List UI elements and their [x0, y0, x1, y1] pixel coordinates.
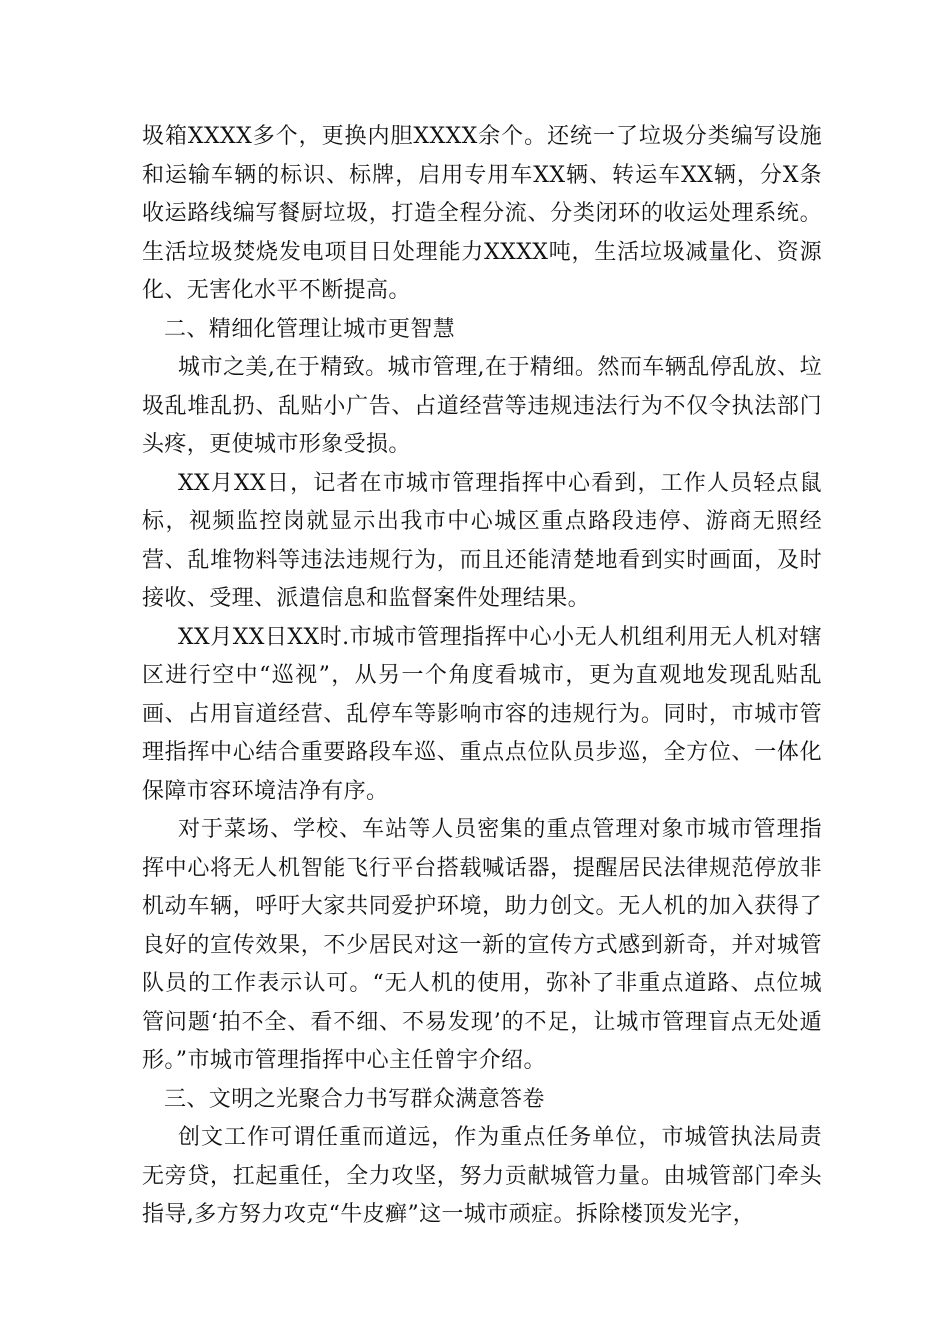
section-heading-2: 二、精细化管理让城市更智慧 — [164, 316, 456, 342]
paragraph-continuation: 圾箱XXXX多个，更换内胆XXXX余个。还统一了垃圾分类编写设施和运输车辆的标识、标牌，启用专用车XX辆、转运车XX辆，分X条收运路线编写餐厨垃圾，打造全程分流、分类闭环的收运处理系统。生活垃圾焚烧发电项目日处理能力XXXX吨，生活垃圾减量化、资源化、无害化水平不断提高。 — [142, 124, 822, 303]
paragraph: 创文工作可谓任重而道远，作为重点任务单位，市城管执法局责无旁贷，扛起重任，全力攻坚，努力贡献城管力量。由城管部门牵头指导,多方努力攻克“牛皮癣”这一城市顽症。拆除楼顶发光字， — [142, 1125, 822, 1227]
paragraph: 对于菜场、学校、车站等人员密集的重点管理对象市城市管理指挥中心将无人机智能飞行平台搭载喊话器，提醒居民法律规范停放非机动车辆，呼吁大家共同爱护环境，助力创文。无人机的加入获得了良好的宣传效果，不少居民对这一新的宣传方式感到新奇，并对城管队员的工作表示认可。“无人机的使用，弥补了非重点道路、点位城管问题‘拍不全、看不细、不易发现’的不足，让城市管理盲点无处遁形。”市城市管理指挥中心主任曾宇介绍。 — [142, 817, 822, 1073]
section-heading-3: 三、文明之光聚合力书写群众满意答卷 — [164, 1086, 545, 1112]
paragraph: XX月XX日XX时.市城市管理指挥中心小无人机组利用无人机对辖区进行空中“巡视”，从另一个角度看城市，更为直观地发现乱贴乱画、占用盲道经营、乱停车等影响市容的违规行为。同时，市城市管理指挥中心结合重要路段车巡、重点点位队员步巡，全方位、一体化保障市容环境洁净有序。 — [142, 624, 822, 804]
paragraph: XX月XX日，记者在市城市管理指挥中心看到，工作人员轻点鼠标，视频监控岗就显示出我市中心城区重点路段违停、游商无照经营、乱堆物料等违法违规行为，而且还能清楚地看到实时画面，及时接收、受理、派遣信息和监督案件处理结果。 — [142, 470, 822, 611]
document-body — [142, 118, 822, 1235]
paragraph: 城市之美,在于精致。城市管理,在于精细。然而车辆乱停乱放、垃圾乱堆乱扔、乱贴小广告、占道经营等违规违法行为不仅令执法部门头疼，更使城市形象受损。 — [142, 355, 822, 457]
